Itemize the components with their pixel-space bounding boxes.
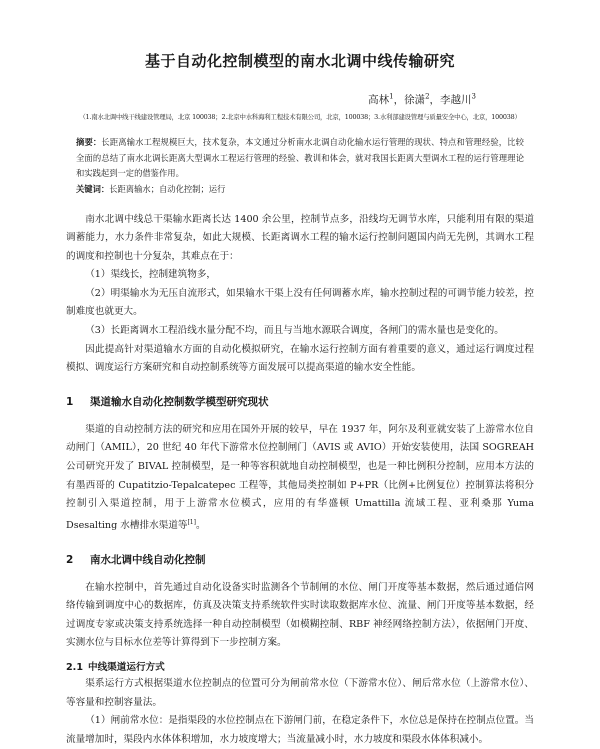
author-name: 高林 [368, 94, 389, 106]
subsection-heading [66, 659, 534, 673]
section-title: 渠道输水自动化控制数学模型研究现状 [90, 396, 269, 408]
author-sup: 1 [389, 93, 393, 101]
subsection-paragraph: （1）闸前常水位：是指渠段的水位控制点在下游闸门前，在稳定条件下，水位总是保持在控制点位置。当流量增加时，渠段内水体体积增加，水力坡度增大；当流量减小时，水力坡度和渠段水体体积减小。 [66, 712, 534, 749]
section-number: 1 [66, 396, 90, 408]
abstract-text: 长距离输水工程规模巨大，技术复杂，本文通过分析南水北调自动化输水运行管理的现状、特点和管理经验，比较全面的总结了南水北调长距离大型调水工程运行管理的经验、教训和体会，就对我国长距离大型调水工程的运行管理理论和实践起到一定的借鉴作用。 [76, 137, 524, 178]
intro-list-item: （1）渠线长，控制建筑物多， [66, 266, 534, 285]
sentence-end: 。 [196, 520, 206, 531]
keywords-text: 长距离输水；自动化控制；运行 [109, 184, 225, 194]
intro-paragraph: 南水北调中线总干渠输水距离长达 1400 余公里，控制节点多，沿线均无调节水库，只能利用有限的渠道调蓄能力，水力条件非常复杂，如此大规模、长距离调水工程的输水运行控制问题国内尚无先例，其调水工程的调度和控制也十分复杂，其难点在于： [66, 211, 534, 267]
paper-body [66, 211, 534, 749]
author-name: 李越川 [440, 94, 472, 106]
section-heading [66, 394, 534, 409]
author-sup: 2 [425, 93, 429, 101]
paper-title: 基于自动化控制模型的南水北调中线传输研究 [66, 50, 534, 71]
author-separator: ， [430, 94, 441, 106]
affiliation: （1.南水北调中线干线建设管理局，北京 100038；2.北京中水科海利工程技术有限公司，北京，100038；3.水利部建设管理与质量安全中心，北京，100038） [66, 112, 534, 121]
citation: [1] [187, 519, 196, 526]
author-name: 徐潇 [404, 94, 425, 106]
section-heading [66, 552, 534, 567]
subsection-paragraph: 渠系运行方式根据渠道水位控制点的位置可分为闸前常水位（下游常水位）、闸后常水位（上游常水位）、等容量和控制容量法。 [66, 675, 534, 712]
section-number: 2 [66, 554, 90, 566]
abstract-label: 摘要： [76, 137, 101, 147]
section-paragraph-text: 渠道的自动控制方法的研究和应用在国外开展的较早，早在 1937 年，阿尔及利亚就安装了上游常水位自动闸门（AMIL），20 世纪 40 年代下游常水位控制闸门（AVIS 或 AVIO）开始安装使用，法国 SOGREAH 公司研究开发了 BIVAL 控制模型，是一种等容积就地自动控制模型，也是一种比例积分控制，应用本方法的有墨西哥的 Cupatitzio-Tepalcatepec 工程等，其他局类控制如 P+PR（比例+比例复位）控制算法将积分控制引入渠道控制，用于上游常水位模式，应用的有华盛顿 Umattilla 流域工程、亚利桑那 Yuma Dsesalting 水槽排水渠道等 [66, 424, 534, 531]
section-title: 南水北调中线自动化控制 [90, 554, 206, 566]
section-paragraph: 在输水控制中，首先通过自动化设备实时监测各个节制闸的水位、闸门开度等基本数据，然后通过通信网络传输到调度中心的数据库，仿真及决策支持系统软件实时读取数据库水位、流量、闸门开度等基本数据，经过调度专家或决策支持系统选择一种自动控制模型（如模糊控制、RBF 神经网络控制方法），依据闸门开度、实测水位与目标水位差等计算得到下一步控制方案。 [66, 579, 534, 653]
abstract [66, 135, 534, 182]
intro-paragraph: 因此提高针对渠道输水方面的自动化模拟研究，在输水运行控制方面有着重要的意义，通过运行调度过程模拟、调度运行方案研究和自动控制系统等方面发展可以提高渠道的输水安全性能。 [66, 341, 534, 378]
keywords [66, 182, 534, 197]
author-line [66, 92, 534, 107]
keywords-label: 关键词： [76, 184, 109, 194]
intro-list-item: （3）长距离调水工程沿线水量分配不均，而且与当地水源联合调度，各闸门的需水量也是变化的。 [66, 322, 534, 341]
subsection-number: 2.1 [66, 662, 88, 673]
author-separator: ， [394, 94, 405, 106]
subsection-title: 中线渠道运行方式 [88, 662, 165, 673]
intro-list-item: （2）明渠输水为无压自流形式，如果输水干渠上没有任何调蓄水库，输水控制过程的可调节能力较差，控制难度也就更大。 [66, 285, 534, 322]
section-paragraph [66, 421, 534, 536]
author-sup: 3 [472, 93, 476, 101]
paper-page [0, 50, 600, 746]
